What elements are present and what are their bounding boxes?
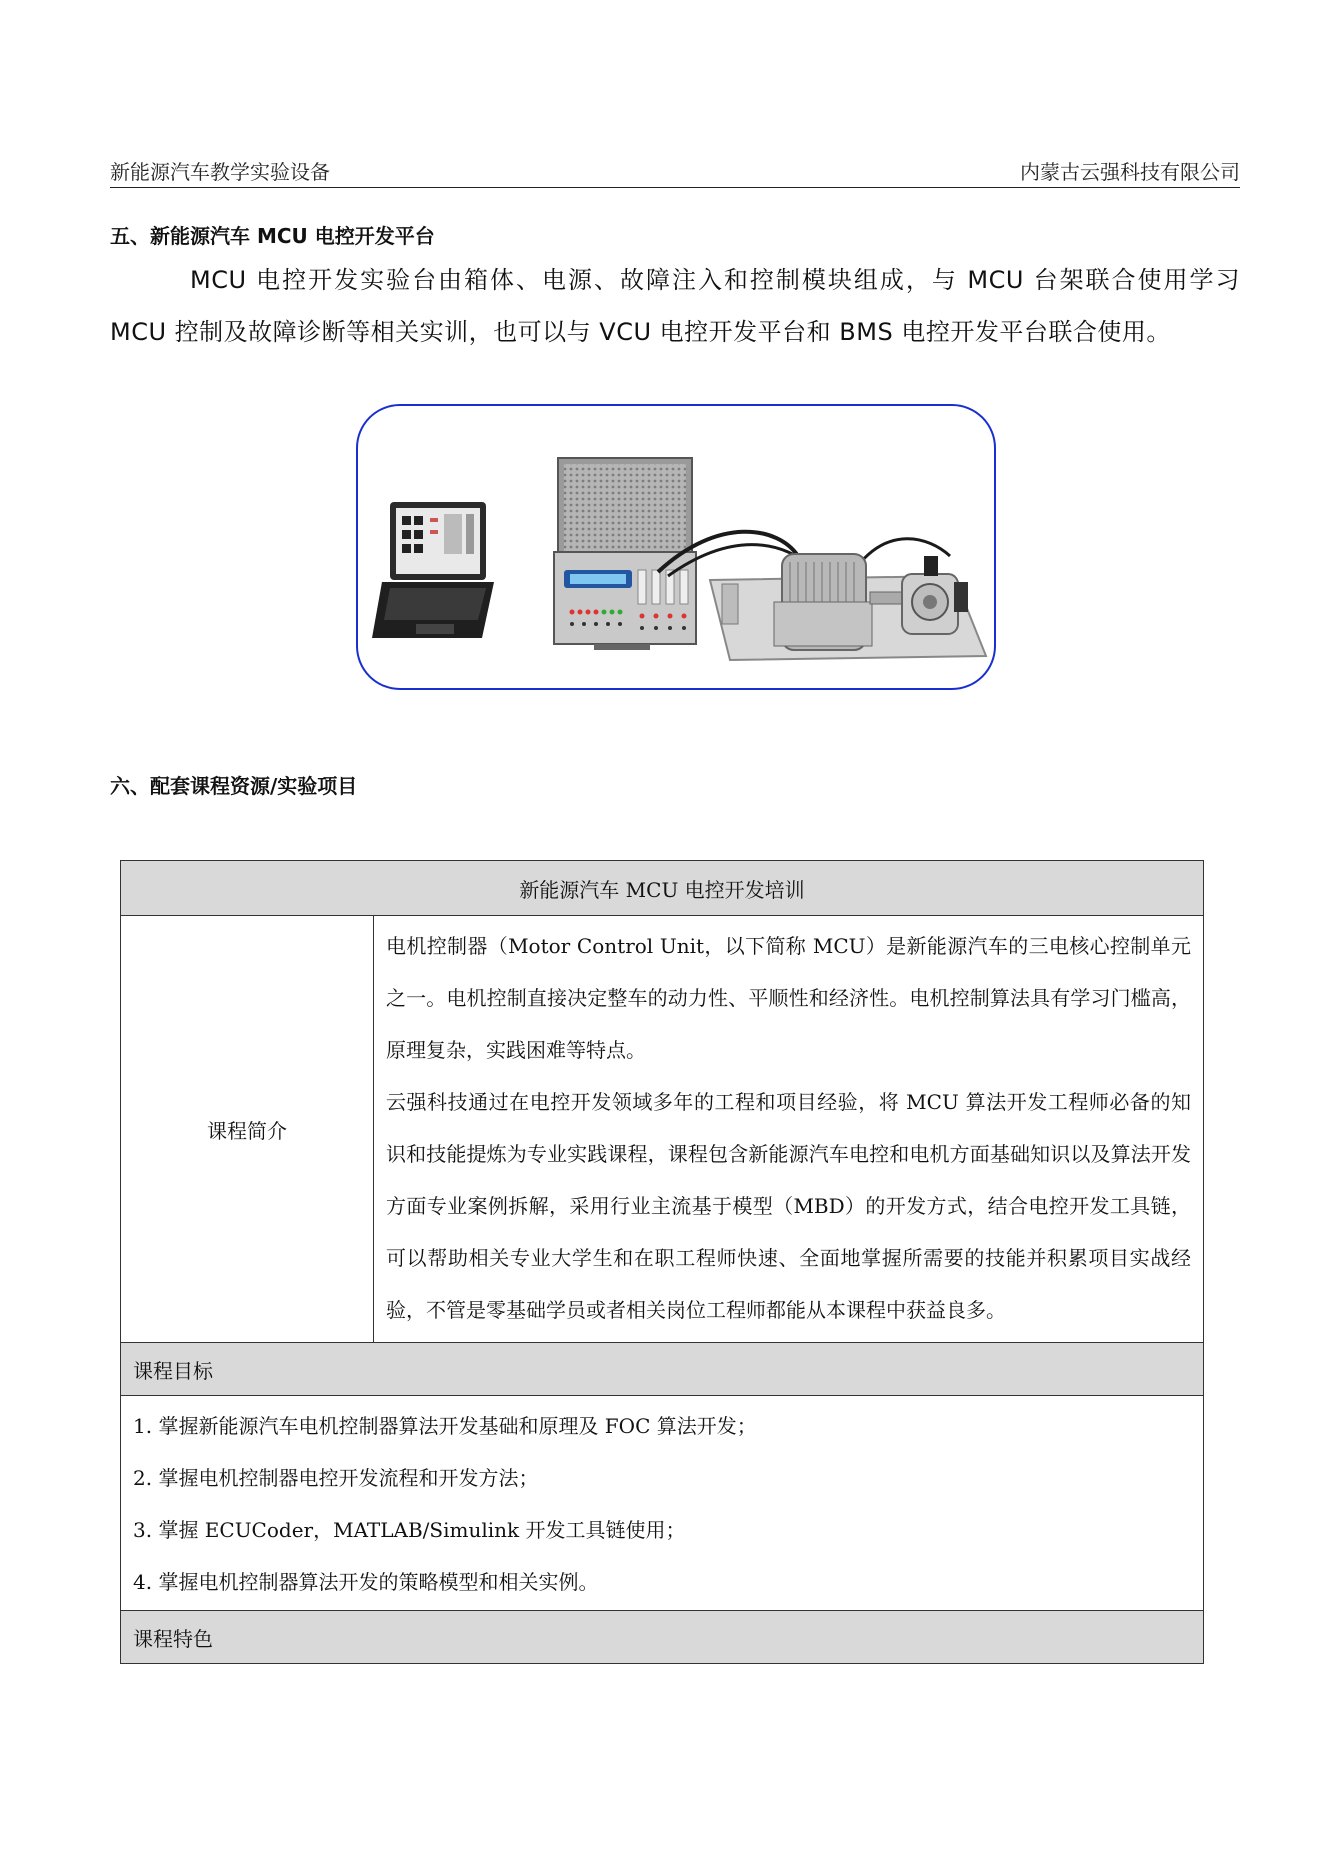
course-table: [120, 860, 1204, 1664]
header-left-title: 新能源汽车教学实验设备: [110, 160, 330, 184]
course-intro-text: [374, 916, 1204, 1343]
goal-item: 4. 掌握电机控制器算法开发的策略模型和相关实例。: [133, 1570, 599, 1594]
course-intro-paragraph-2: 云强科技通过在电控开发领域多年的工程和项目经验，将 MCU 算法开发工程师必备的知识和技能提炼为专业实践课程，课程包含新能源汽车电控和电机方面基础知识以及算法开发方面专业案例拆解，采用行业主流基于模型（MBD）的开发方式，结合电控开发工具链，可以帮助相关专业大学生和在职工程师快速、全面地掌握所需要的技能并积累项目实战经验，不管是零基础学员或者相关岗位工程师都能从本课程中获益良多。: [386, 1090, 1191, 1322]
header-company-name: 内蒙古云强科技有限公司: [1020, 160, 1240, 184]
mcu-platform-illustration: [358, 406, 994, 688]
course-goals-list: [121, 1396, 1204, 1611]
section-5-heading: 五、新能源汽车 MCU 电控开发平台: [110, 224, 435, 248]
goal-item: 1. 掌握新能源汽车电机控制器算法开发基础和原理及 FOC 算法开发；: [133, 1414, 757, 1438]
course-intro-label: 课程简介: [121, 916, 374, 1343]
course-goals-row: [121, 1396, 1204, 1611]
course-features-label: 课程特色: [121, 1611, 1204, 1664]
section-6-heading: 六、配套课程资源/实验项目: [110, 774, 358, 798]
product-photo: [356, 404, 996, 690]
table-title: 新能源汽车 MCU 电控开发培训: [121, 861, 1204, 916]
course-intro-row: [121, 916, 1204, 1343]
page-header: [110, 156, 1240, 188]
control-case-icon: [554, 458, 696, 650]
course-intro-paragraph-1: 电机控制器（Motor Control Unit，以下简称 MCU）是新能源汽车的三电核心控制单元之一。电机控制直接决定整车的动力性、平顺性和经济性。电机控制算法具有学习门槛高，原理复杂，实践困难等特点。: [386, 934, 1191, 1062]
motor-bench-icon: [710, 554, 986, 660]
table-title-row: [121, 861, 1204, 916]
course-goals-label: 课程目标: [121, 1343, 1204, 1396]
goal-item: 3. 掌握 ECUCoder，MATLAB/Simulink 开发工具链使用；: [133, 1518, 686, 1542]
course-goals-header-row: [121, 1343, 1204, 1396]
section-5-paragraph: MCU 电控开发实验台由箱体、电源、故障注入和控制模块组成，与 MCU 台架联合使用学习 MCU 控制及故障诊断等相关实训，也可以与 VCU 电控开发平台和 BMS 电控开发平台联合使用。: [110, 266, 1240, 346]
laptop-icon: [372, 502, 494, 638]
goal-item: 2. 掌握电机控制器电控开发流程和开发方法；: [133, 1466, 539, 1490]
course-features-header-row: [121, 1611, 1204, 1664]
